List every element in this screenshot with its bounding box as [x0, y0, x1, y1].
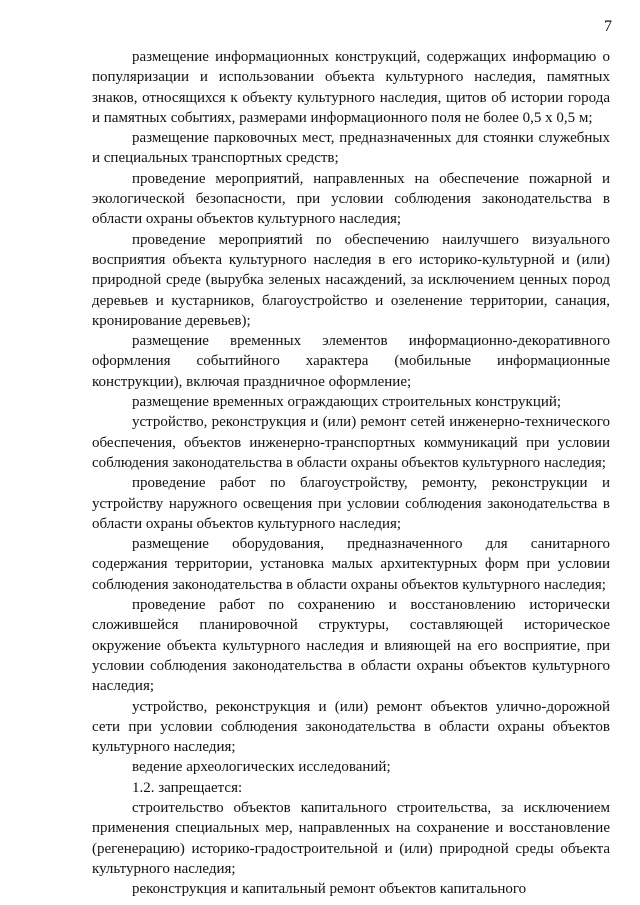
- paragraph-11: устройство, реконструкция и (или) ремонт объектов улично-дорожной сети при условии соблюдения законодательства в области охраны объектов культурного наследия;: [92, 698, 610, 756]
- paragraph-10: проведение работ по сохранению и восстановлению исторически сложившейся планировочной структуры, составляющей историческое окружение объекта культурного наследия и влияющей на его восприятие, при условии соблюдения законодательства в области охраны объектов культурного наследия;: [92, 597, 610, 695]
- paragraph-13: 1.2. запрещается:: [132, 779, 243, 796]
- page-number: 7: [604, 18, 612, 35]
- paragraph-5: размещение временных элементов информационно-декоративного оформления событийного характера (мобильные информационные конструкции), включая праздничное оформление;: [92, 333, 610, 390]
- paragraph-14: строительство объектов капитального строительства, за исключением применения специальных мер, направленных на сохранение и восстановление (регенерацию) историко-градостроительной и (или) природной среды объекта культурного наследия;: [92, 799, 610, 877]
- document-body: [92, 47, 610, 899]
- paragraph-8: проведение работ по благоустройству, ремонту, реконструкции и устройству наружного освещения при условии соблюдения законодательства в области охраны объектов культурного наследия;: [92, 475, 610, 532]
- paragraph-15: реконструкция и капитальный ремонт объектов капитального: [132, 881, 527, 898]
- paragraph-7: устройство, реконструкция и (или) ремонт сетей инженерно-технического обеспечения, объектов инженерно-транспортных коммуникаций при условии соблюдения законодательства в области охраны объектов культурного наследия;: [92, 414, 610, 471]
- paragraph-3: проведение мероприятий, направленных на обеспечение пожарной и экологической безопасности, при условии соблюдения законодательства в области охраны объектов культурного наследия;: [92, 170, 610, 228]
- paragraph-4: проведение мероприятий по обеспечению наилучшего визуального восприятия объекта культурного наследия в его историко-культурной и (или) природной среде (вырубка зеленых насаждений, за исключением ценных пород деревьев и кустарников, благоустройство и озеленение территории, санация, кронирование деревьев);: [92, 231, 610, 329]
- paragraph-6: размещение временных ограждающих строительных конструкций;: [132, 394, 562, 411]
- paragraph-1: размещение информационных конструкций, содержащих информацию о популяризации и использовании объекта культурного наследия, памятных знаков, относящихся к объекту культурного наследия, щитов об истории города и памятных событиях, размерами информационного поля не более 0,5 х 0,5 м;: [92, 49, 610, 126]
- paragraph-9: размещение оборудования, предназначенного для санитарного содержания территории, установка малых архитектурных форм при условии соблюдения законодательства в области охраны объектов культурного наследия;: [92, 536, 610, 593]
- paragraph-12: ведение археологических исследований;: [132, 759, 391, 776]
- paragraph-2: размещение парковочных мест, предназначенных для стоянки служебных и специальных транспортных средств;: [92, 130, 610, 167]
